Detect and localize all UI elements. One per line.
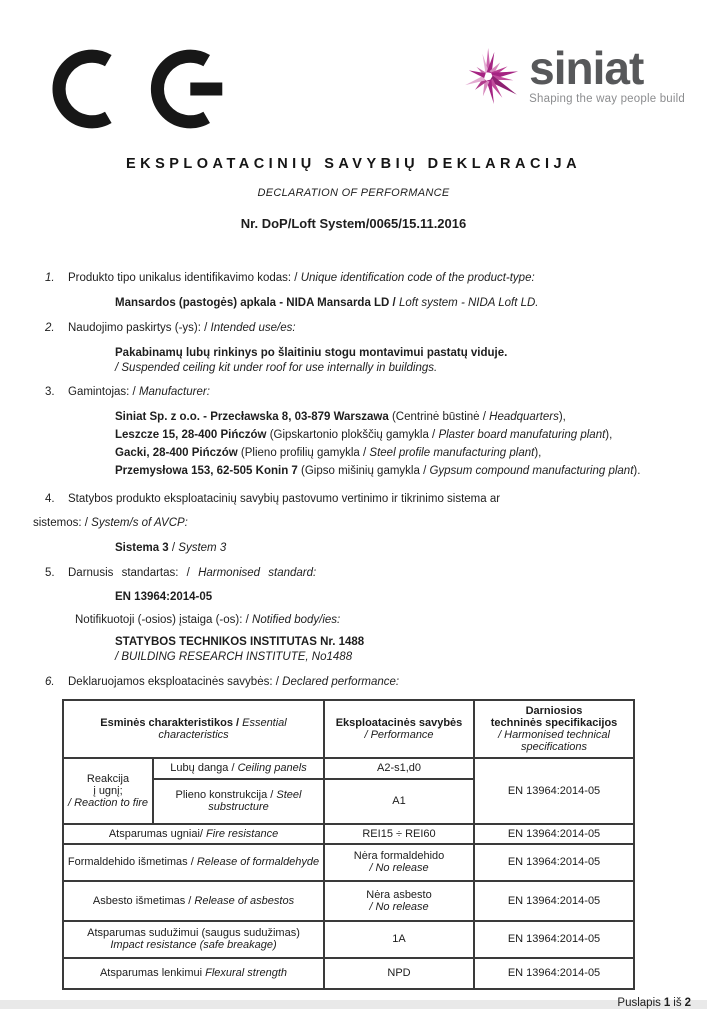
- asbestos-spec: EN 13964:2014-05: [474, 881, 634, 921]
- formaldehyde-spec: EN 13964:2014-05: [474, 844, 634, 881]
- page-total: 2: [684, 996, 691, 1009]
- asbestos-label: Asbesto išmetimas / Release of asbestos: [63, 881, 324, 921]
- steel-substructure-value: A1: [324, 779, 474, 824]
- impact-resistance-spec: EN 13964:2014-05: [474, 921, 634, 958]
- item-2-number: 2.: [45, 321, 55, 334]
- flexural-strength-value: NPD: [324, 958, 474, 989]
- item-6-label-lt: Deklaruojamos eksploatacinės savybės: /: [68, 675, 283, 688]
- item-5: [0, 566, 707, 581]
- item-4-number: 4.: [45, 493, 55, 506]
- item-4-line2: [0, 516, 707, 531]
- item-6-number: 6.: [45, 675, 55, 688]
- item-2-value-en: / Suspended ceiling kit under roof for use internally in buildings.: [115, 361, 438, 374]
- page-separator: iš: [673, 996, 682, 1009]
- item-2-value-lt: Pakabinamų lubų rinkinys po šlaitiniu stogu montavimui pastatų viduje.: [115, 346, 508, 359]
- header-performance: Eksploatacinės savybės / Performance: [324, 700, 474, 758]
- table-row: [63, 958, 634, 989]
- siniat-starburst-icon: [451, 34, 527, 116]
- document-title: EKSPLOATACINIŲ SAVYBIŲ DEKLARACIJA: [125, 156, 582, 172]
- item-4: [0, 492, 707, 507]
- manufacturer-line: Przemysłowa 153, 62-505 Konin 7 (Gipso mišinių gamykla / Gypsum compound manufacturing plant).: [115, 465, 641, 478]
- fire-resistance-spec: EN 13964:2014-05: [474, 824, 634, 844]
- reaction-to-fire-label: Reakcija į ugnį; / Reaction to fire: [63, 758, 153, 824]
- item-3-label-lt: Gamintojas: /: [68, 385, 139, 398]
- fire-resistance-value: REI15 ÷ REI60: [324, 824, 474, 844]
- item-3-label-en: Manufacturer:: [138, 385, 210, 398]
- impact-resistance-label: Atsparumas sudužimui (saugus sudužimas) Impact resistance (safe breakage): [63, 921, 324, 958]
- logo-tagline: Shaping the way people build: [529, 93, 685, 105]
- notified-label-lt: Notifikuotoji (-osios) įstaiga (-os): /: [75, 613, 253, 626]
- item-1-label-en: Unique identification code of the product-type:: [300, 272, 535, 284]
- ceiling-panels-value: A2-s1,d0: [324, 758, 474, 779]
- item-4-value: Sistema 3 / System 3: [115, 542, 227, 555]
- item-1-label-lt: Produkto tipo unikalus identifikavimo kodas: /: [68, 272, 301, 284]
- item-1-value-lt: Mansardos (pastogės) apkala - NIDA Mansarda LD /: [115, 296, 399, 309]
- item-5-label-en: Harmonised standard:: [198, 567, 317, 580]
- item-6-label-en: Declared performance:: [282, 675, 400, 688]
- impact-resistance-value: 1A: [324, 921, 474, 958]
- steel-substructure-label: Plieno konstrukcija / Steel substructure: [153, 779, 324, 824]
- page-current: 1: [663, 996, 671, 1009]
- harmonised-standard-value: EN 13964:2014-05: [115, 591, 213, 603]
- reaction-spec: EN 13964:2014-05: [474, 758, 634, 824]
- item-6: [0, 675, 707, 690]
- notified-body-label: [0, 613, 707, 628]
- item-4-line2-en: System/s of AVCP:: [91, 517, 188, 530]
- ce-mark-icon: [55, 48, 260, 130]
- formaldehyde-label: Formaldehido išmetimas / Release of formaldehyde: [63, 844, 324, 881]
- declared-performance-table: [62, 699, 635, 990]
- header-essential-characteristics: Esminės charakteristikos / Essential characteristics: [63, 700, 324, 758]
- document-header: [0, 0, 707, 130]
- page-word: Puslapis: [617, 996, 661, 1009]
- manufacturer-line: Siniat Sp. z o.o. - Przecławska 8, 03-879 Warszawa (Centrinė būstinė / Headquarters),: [115, 410, 566, 423]
- manufacturer-line: Leszcze 15, 28-400 Pińczów (Gipskartonio plokščių gamykla / Plaster board manufaturing plant),: [115, 428, 613, 441]
- declaration-items: [0, 271, 707, 690]
- asbestos-value: Nėra asbesto / No release: [324, 881, 474, 921]
- table-row: [63, 844, 634, 881]
- flexural-strength-spec: EN 13964:2014-05: [474, 958, 634, 989]
- table-header-row: [63, 700, 634, 758]
- page-indicator: [0, 997, 707, 1009]
- item-1: [0, 271, 707, 286]
- notified-body-lt: STATYBOS TECHNIKOS INSTITUTAS Nr. 1488: [115, 635, 365, 648]
- table-row: [63, 824, 634, 844]
- header-harmonised-spec: Darniosios techninės specifikacijos / Harmonised technical specifications: [474, 700, 634, 758]
- item-1-number: 1.: [45, 272, 55, 284]
- fire-resistance-label: Atsparumas ugniai/ Fire resistance: [63, 824, 324, 844]
- formaldehyde-value: Nėra formaldehido / No release: [324, 844, 474, 881]
- siniat-logo: [451, 34, 685, 116]
- item-3: [0, 385, 707, 400]
- notified-label-en: Notified body/ies:: [252, 613, 341, 626]
- manufacturer-address-block: [0, 408, 707, 481]
- item-4-line2-lt: sistemos: /: [33, 517, 92, 530]
- manufacturer-line: Gacki, 28-400 Pińczów (Plieno profilių gamykla / Steel profile manufacturing plant),: [115, 446, 542, 459]
- flexural-strength-label: Atsparumas lenkimui Flexural strength: [63, 958, 324, 989]
- notified-body-en: / BUILDING RESEARCH INSTITUTE, No1488: [115, 650, 353, 663]
- document-number: Nr. DoP/Loft System/0065/15.11.2016: [240, 216, 467, 231]
- item-3-number: 3.: [45, 385, 55, 398]
- item-4-line1: Statybos produkto eksploatacinių savybių pastovumo vertinimo ir tikrinimo sistema ar: [68, 493, 501, 506]
- logo-wordmark: siniat: [529, 42, 644, 94]
- item-2-value: [0, 346, 707, 376]
- item-5-number: 5.: [45, 567, 55, 580]
- table-row: [63, 921, 634, 958]
- item-2: [0, 321, 707, 336]
- item-2-label-lt: Naudojimo paskirtys (-ys): /: [68, 321, 211, 334]
- document-subtitle: DECLARATION OF PERFORMANCE: [257, 187, 450, 199]
- table-row: [63, 758, 634, 779]
- system-value-lt: Sistema 3: [115, 542, 169, 555]
- item-5-label-lt: Darnusis standartas: /: [68, 567, 199, 580]
- item-2-label-en: Intended use/es:: [210, 321, 296, 334]
- ceiling-panels-label: Lubų danga / Ceiling panels: [153, 758, 324, 779]
- table-row: [63, 881, 634, 921]
- system-value-en: System 3: [178, 542, 227, 555]
- title-block: [0, 156, 707, 231]
- notified-body-value: [0, 635, 707, 665]
- item-1-value: [0, 296, 707, 311]
- item-1-value-en: Loft system - NIDA Loft LD.: [398, 296, 539, 309]
